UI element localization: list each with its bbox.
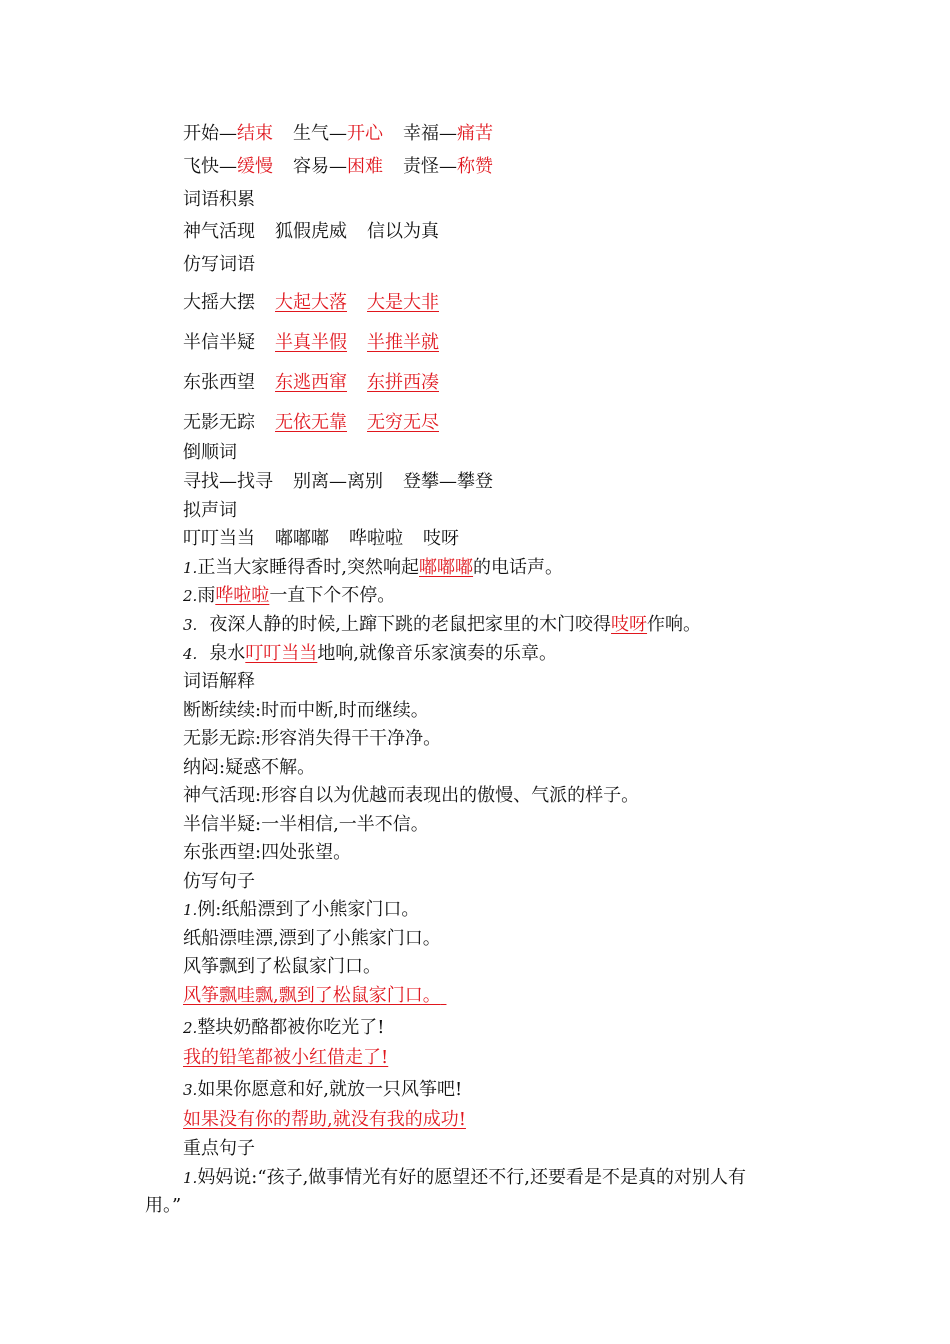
answer-word: 无依无靠 [275,412,347,433]
section-heading-imitate-sentences: 仿写句子 [183,871,255,892]
section-heading-onomato: 拟声词 [183,500,237,521]
onomato-words: 叮叮当当 嘟嘟嘟 哗啦啦 吱呀 [183,528,459,549]
accum-word: 信以为真 [367,221,439,242]
antonym-word: 容易 [293,156,329,177]
fill-answer: 哗啦啦 [215,585,270,606]
explain-item: 无影无踪:形容消失得干干净净。 [183,728,442,749]
onomato-sentence-4: 4. 泉水叮叮当当地响,就像音乐家演奏的乐章。 [183,643,558,664]
imitate-word-row [183,411,439,435]
answer-sentence: 我的铅笔都被小红借走了! [183,1047,389,1068]
accum-words [183,220,439,244]
antonym-answer: 称赞 [457,156,493,177]
section-heading-explain: 词语解释 [183,671,255,692]
reversed-row: 寻找—找寻 别离—离别 登攀—攀登 [183,471,493,492]
antonym-answer: 开心 [347,123,383,144]
onomato-sentence-2: 2.雨哗啦啦一直下个不停。 [183,585,396,606]
section-heading-key: 重点句子 [183,1138,255,1159]
antonym-word: 生气 [293,123,329,144]
given-word: 无影无踪 [183,412,255,433]
given-word: 大摇大摆 [183,292,255,313]
antonym-row-1: 开始—结束 生气—开心 幸福—痛苦 [183,123,493,144]
antonym-answer: 结束 [237,123,273,144]
answer-word: 东拼西凑 [367,372,439,393]
key-sentence-1: 1.妈妈说:“孩子,做事情光有好的愿望还不行,还要看是不是真的对别人有 [183,1167,747,1188]
answer-sentence: 如果没有你的帮助,就没有我的成功! [183,1109,466,1130]
antonym-word: 责怪 [403,156,439,177]
answer-word: 无穷无尽 [367,412,439,433]
antonym-answer: 缓慢 [237,156,273,177]
example-sentence: 1.例:纸船漂到了小熊家门口。 [183,899,420,920]
explain-item: 纳闷:疑惑不解。 [183,757,316,778]
answer-sentence: 风筝飘哇飘,飘到了松鼠家门口。 [183,985,441,1006]
explain-item: 半信半疑:一半相信,一半不信。 [183,814,429,835]
given-word: 半信半疑 [183,332,255,353]
key-sentence-1-cont: 用。” [145,1195,182,1216]
prompt-sentence: 2.整块奶酪都被你吃光了! [183,1017,385,1038]
example-sentence: 纸船漂哇漂,漂到了小熊家门口。 [183,928,441,949]
accum-word: 神气活现 [183,221,255,242]
answer-word: 半推半就 [367,332,439,353]
fill-answer: 嘟嘟嘟 [419,557,474,578]
antonym-answer: 痛苦 [457,123,493,144]
antonym-answer: 困难 [347,156,383,177]
explain-item: 断断续续:时而中断,时而继续。 [183,700,429,721]
accum-word: 狐假虎威 [275,221,347,242]
explain-item: 神气活现:形容自以为优越而表现出的傲慢、气派的样子。 [183,785,640,806]
answer-word: 大起大落 [275,292,347,313]
antonym-row-2: 飞快—缓慢 容易—困难 责怪—称赞 [183,156,493,177]
fill-answer: 叮叮当当 [245,643,318,664]
section-heading-imitate-words: 仿写词语 [183,254,255,275]
prompt-sentence: 3.如果你愿意和好,就放一只风筝吧! [183,1079,463,1100]
imitate-word-row [183,291,439,315]
onomato-sentence-1: 1.正当大家睡得香时,突然响起嘟嘟嘟的电话声。 [183,557,564,578]
onomato-sentence-3: 3. 夜深人静的时候,上蹿下跳的老鼠把家里的木门咬得吱呀作响。 [183,614,702,635]
antonym-word: 幸福 [403,123,439,144]
antonym-word: 飞快 [183,156,219,177]
answer-word: 东逃西窜 [275,372,347,393]
section-heading-reversed: 倒顺词 [183,442,237,463]
section-heading-accum: 词语积累 [183,189,255,210]
given-word: 东张西望 [183,372,255,393]
prompt-sentence: 风筝飘到了松鼠家门口。 [183,956,381,977]
answer-word: 半真半假 [275,332,347,353]
imitate-word-row [183,331,439,355]
antonym-word: 开始 [183,123,219,144]
explain-item: 东张西望:四处张望。 [183,842,352,863]
answer-word: 大是大非 [367,292,439,313]
fill-answer: 吱呀 [611,614,648,635]
imitate-word-row [183,371,439,395]
